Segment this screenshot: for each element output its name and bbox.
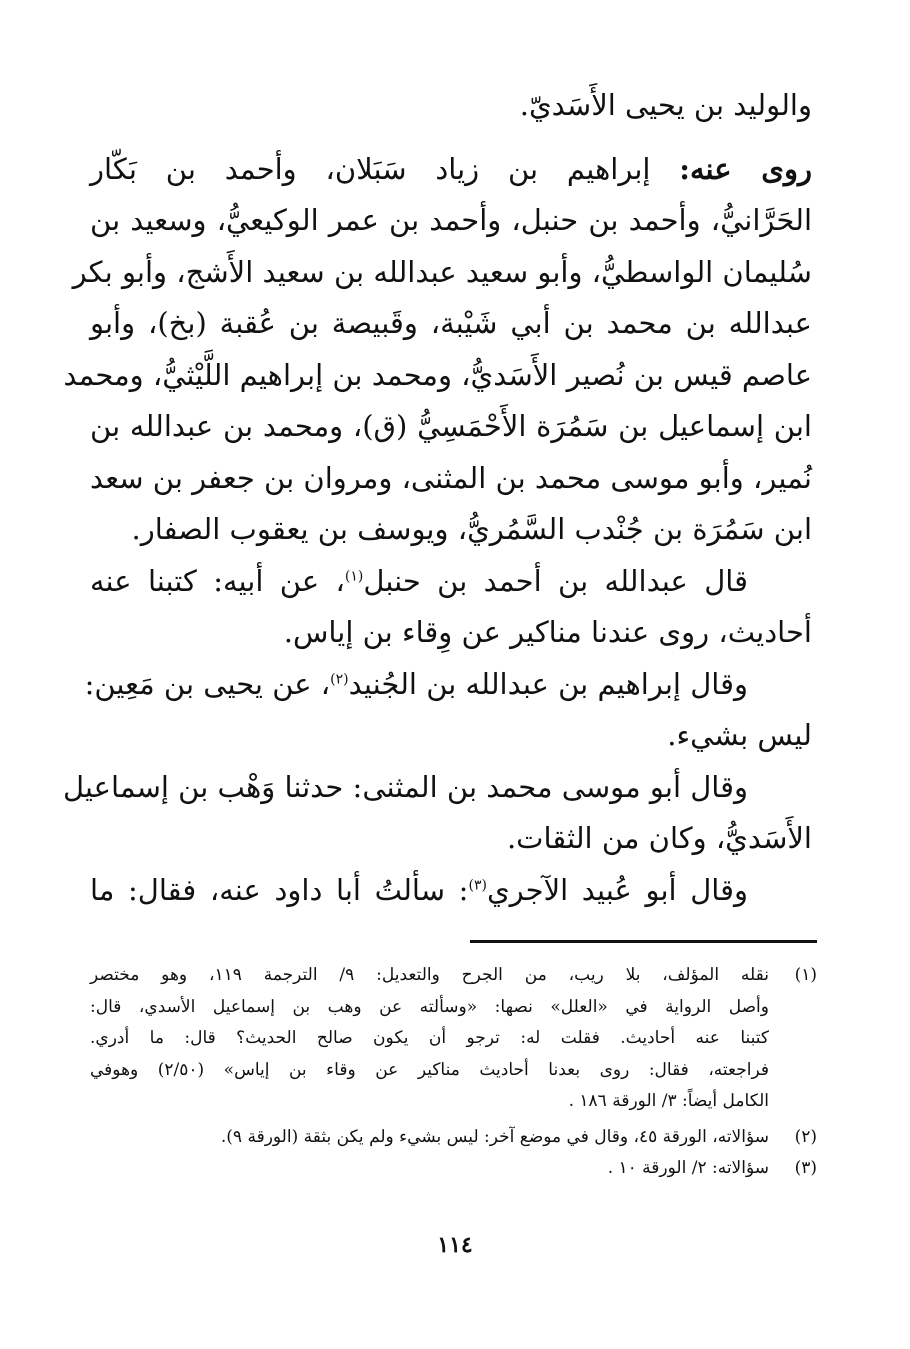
text-span: عاصم قيس بن نُصير الأَسَديُّ، ومحمد بن إبراهيم اللَّيْثيُّ، ومحمد bbox=[63, 357, 812, 392]
text-span: أحاديث، روى عندنا مناكير عن وِقاء بن إياس. bbox=[283, 615, 812, 649]
text-line bbox=[90, 80, 812, 132]
text-line bbox=[90, 401, 812, 453]
text-span: ، عن يحيى بن مَعِين: bbox=[84, 666, 331, 701]
text-line bbox=[90, 607, 812, 659]
footnote-line: الكامل أيضاً: ٣/ الورقة ١٨٦ . bbox=[568, 1091, 769, 1111]
footnotes bbox=[90, 960, 817, 1185]
footnote-ref-1: (١) bbox=[344, 567, 364, 584]
text-span: سُليمان الواسطيُّ، وأبو سعيد عبدالله بن سعيد الأَشج، وأبو بكر bbox=[72, 254, 812, 289]
text-span: الأَسَديُّ، وكان من الثقات. bbox=[506, 821, 812, 855]
footnote-ref-2: (٢) bbox=[330, 670, 349, 687]
text-line bbox=[63, 350, 812, 402]
footnote-line: فراجعته، فقال: روى بعدنا أحاديث مناكير عن وقاء بن إياس» (٢/٥٠) وهوفي bbox=[90, 1059, 769, 1080]
footnote-number: (٣) bbox=[794, 1158, 817, 1178]
text-line bbox=[90, 813, 812, 865]
narrated-from-label: روى عنه: bbox=[679, 151, 813, 186]
text-span: قال عبدالله بن أحمد بن حنبل bbox=[363, 563, 748, 598]
text-line bbox=[72, 247, 812, 299]
text-line bbox=[62, 762, 812, 814]
footnote-1 bbox=[90, 960, 817, 1118]
footnote-ref-3: (٣) bbox=[468, 876, 487, 893]
text-span: وقال أبو موسى محمد بن المثنى: حدثنا وَهْب بن إسماعيل bbox=[62, 769, 748, 804]
text-line bbox=[90, 865, 812, 917]
footnote-number: (١) bbox=[794, 965, 817, 985]
footnote-number: (٢) bbox=[794, 1126, 817, 1147]
footnote-line: سؤالاته، الورقة ٤٥، وقال في موضع آخر: ليس بشيء ولم يكن بثقة (الورقة ٩). bbox=[220, 1126, 769, 1147]
main-text bbox=[62, 80, 813, 916]
text-line bbox=[90, 144, 812, 196]
text-line bbox=[90, 453, 812, 505]
text-line bbox=[90, 504, 812, 556]
footnote-line: كتبنا عنه أحاديث. فقلت له: ترجو أن يكون صالح الحديث؟ قال: ما أدري. bbox=[90, 1028, 769, 1048]
text-line bbox=[90, 710, 812, 762]
footnote-body bbox=[90, 1122, 769, 1154]
footnote-3 bbox=[90, 1153, 817, 1185]
footnote-body bbox=[90, 1153, 769, 1185]
footnote-line: وأصل الرواية في «العلل» نصها: «وسألته عن وهب بن إسماعيل الأسدي، قال: bbox=[90, 996, 769, 1017]
text-span: الحَرَّانيُّ، وأحمد بن حنبل، وأحمد بن عمر الوكيعيُّ، وسعيد بن bbox=[90, 203, 813, 237]
text-line bbox=[90, 298, 812, 350]
text-span: ليس بشيء. bbox=[667, 718, 812, 752]
footnote-line: سؤالاته: ٢/ الورقة ١٠ . bbox=[607, 1158, 769, 1178]
text-span: وقال إبراهيم بن عبدالله بن الجُنيد bbox=[348, 666, 748, 701]
text-span: ، عن أبيه: كتبنا عنه bbox=[90, 563, 345, 598]
text-line bbox=[90, 556, 812, 608]
page-number: ١١٤ bbox=[437, 1232, 473, 1258]
footnote-2 bbox=[90, 1122, 817, 1154]
text-line bbox=[90, 195, 812, 247]
text-span: إبراهيم بن زياد سَبَلان، وأحمد بن بَكّار bbox=[90, 151, 651, 186]
text-span: نُمير، وأبو موسى محمد بن المثنى، ومروان بن جعفر بن سعد bbox=[90, 460, 812, 495]
text-span: ابن إسماعيل بن سَمُرَة الأَحْمَسِيُّ (ق)، ومحمد بن عبدالله بن bbox=[90, 409, 812, 443]
text-span: ابن سَمُرَة بن جُنْدب السَّمُريُّ، ويوسف بن يعقوب الصفار. bbox=[131, 512, 812, 546]
text-line bbox=[84, 659, 812, 711]
text-span: عبدالله بن محمد بن أبي شَيْبة، وقَبيصة بن عُقبة (بخ)، وأبو bbox=[90, 306, 812, 340]
text-span: : سألتُ أبا داود عنه، فقال: ما bbox=[90, 872, 469, 907]
footnote-line: نقله المؤلف، بلا ريب، من الجرح والتعديل: ٩/ الترجمة ١١٩، وهو مختصر bbox=[90, 965, 769, 985]
text-span: والوليد بن يحيى الأَسَديّ. bbox=[519, 88, 812, 122]
footnote-body bbox=[90, 960, 769, 1118]
footnote-separator bbox=[470, 940, 817, 943]
text-span: وقال أبو عُبيد الآجري bbox=[486, 872, 748, 907]
